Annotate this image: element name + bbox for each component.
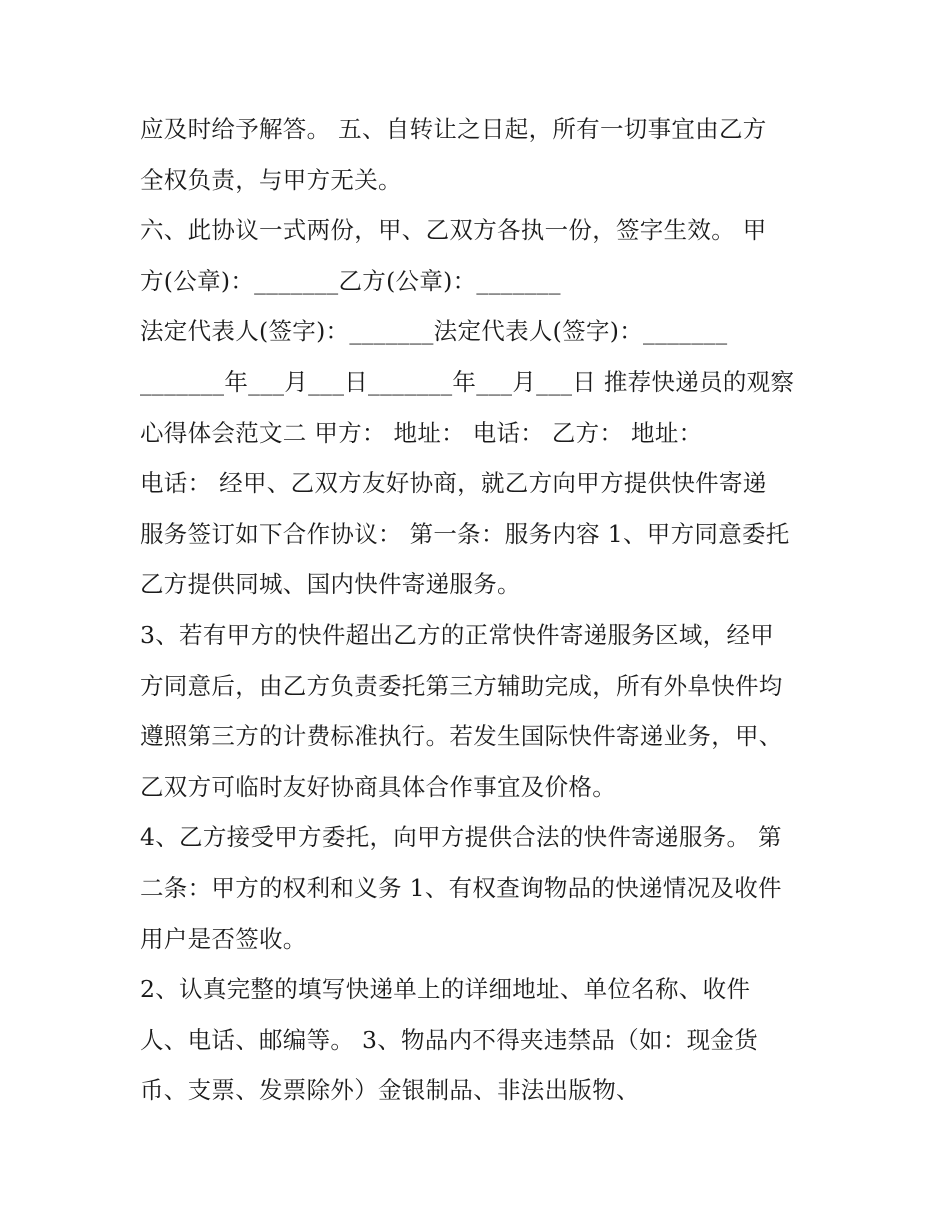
text-line: 方(公章)：_______乙方(公章)：_______ [140,266,561,295]
text-line: 方同意后，由乙方负责委托第三方辅助完成，所有外阜快件均 [140,671,783,700]
text-line: 二条：甲方的权利和义务 1、有权查询物品的快递情况及收件 [140,873,782,902]
text-line: 六、此协议一式两份，甲、乙双方各执一份，签字生效。 甲 [140,216,767,245]
text-line: 心得体会范文二 甲方： 地址： 电话： 乙方： 地址： [140,418,703,447]
document-body [140,104,820,1116]
text-line: 2、认真完整的填写快递单上的详细地址、单位名称、收件 [140,975,751,1004]
text-line: 用户是否签收。 [140,924,307,953]
text-line: 应及时给予解答。 五、自转让之日起，所有一切事宜由乙方 [140,115,767,143]
text-line: 遵照第三方的计费标准执行。若发生国际快件寄递业务，甲、 [140,722,783,751]
text-line: 币、支票、发票除外）金银制品、非法出版物、 [140,1076,640,1105]
text-line: 4、乙方接受甲方委托，向甲方提供合法的快件寄递服务。 第 [140,823,782,852]
text-line: 3、若有甲方的快件超出乙方的正常快件寄递服务区域，经甲 [140,620,775,649]
text-line: _______年___月___日_______年___月___日 推荐快递员的观察 [140,367,795,396]
text-line: 全权负责，与甲方无关。 [140,165,402,194]
text-line: 服务签订如下合作协议： 第一条：服务内容 1、甲方同意委托 [140,519,790,548]
text-line: 电话： 经甲、乙双方友好协商，就乙方向甲方提供快件寄递 [140,469,767,498]
text-line: 乙方提供同城、国内快件寄递服务。 [140,570,521,599]
text-line: 法定代表人(签字)：_______法定代表人(签字)：_______ [140,317,728,346]
text-line: 乙双方可临时友好协商具体合作事宜及价格。 [140,772,616,801]
text-line: 人、电话、邮编等。 3、物品内不得夹违禁品（如：现金货 [140,1025,759,1054]
